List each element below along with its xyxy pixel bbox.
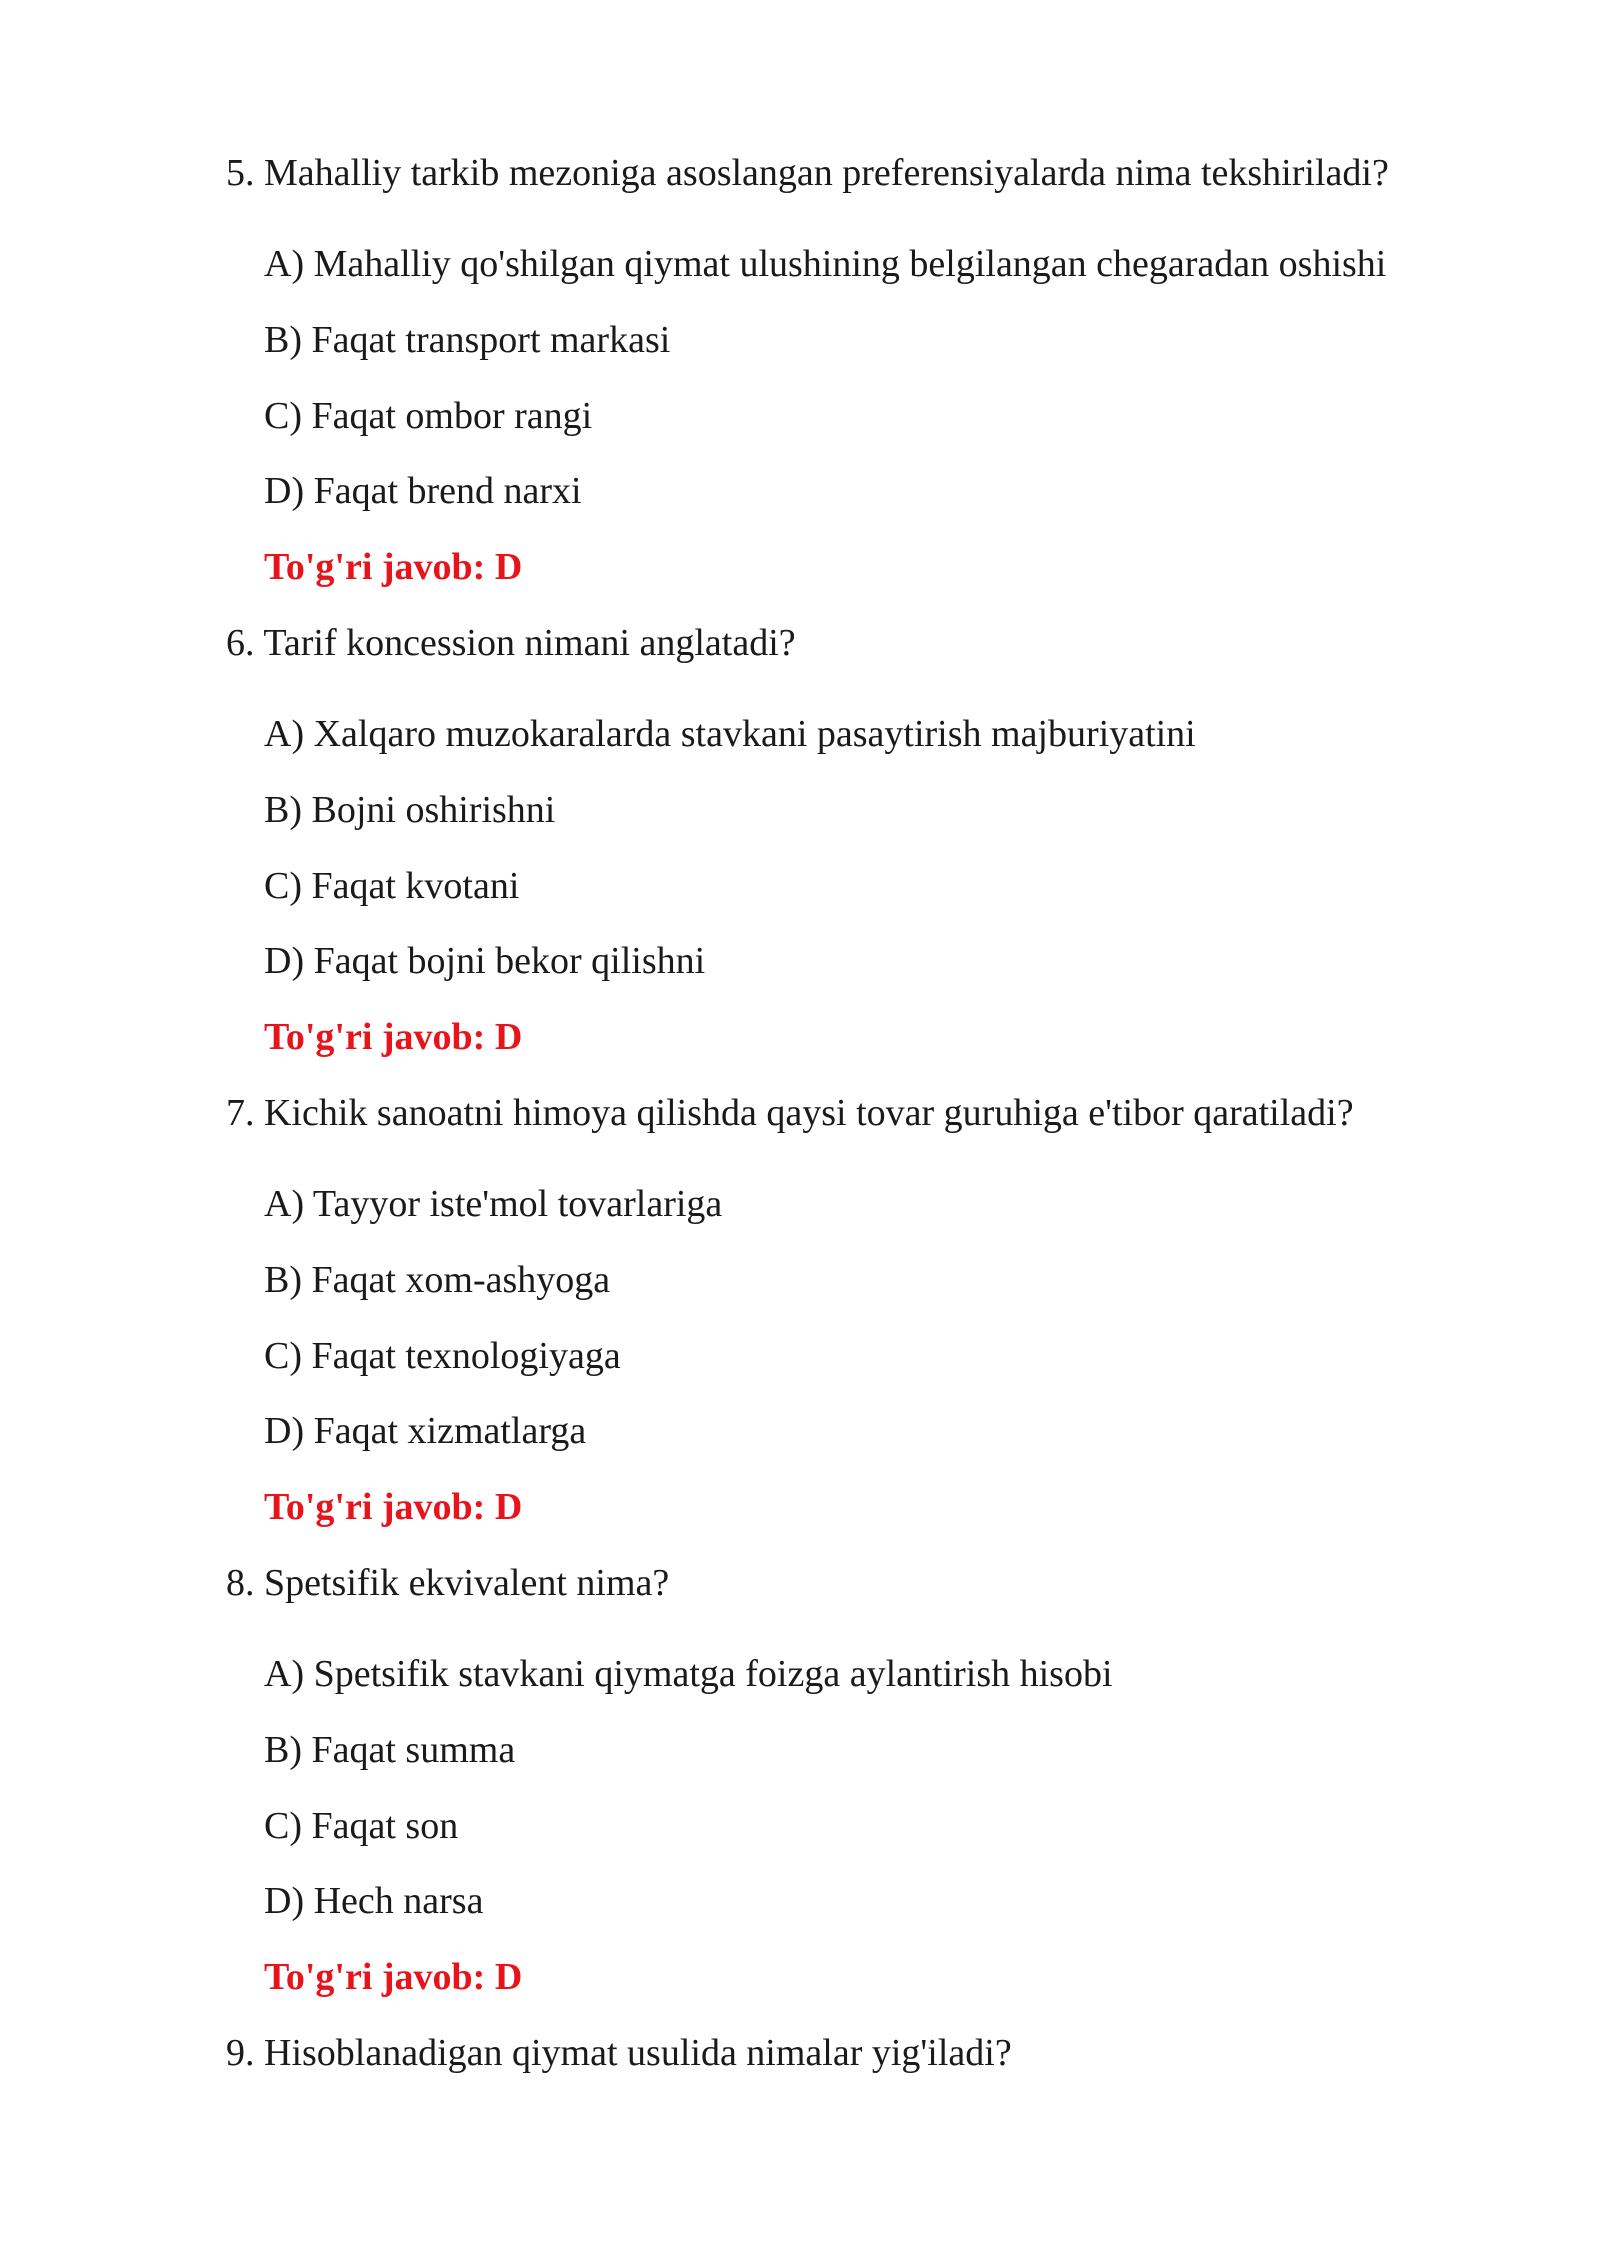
question-8-option-d: D) Hech narsa xyxy=(264,1880,484,1922)
question-8-option-a: A) Spetsifik stavkani qiymatga foizga aylantirish hisobi xyxy=(264,1653,1113,1695)
question-5-option-c: C) Faqat ombor rangi xyxy=(264,395,593,437)
question-6-option-a: A) Xalqaro muzokaralarda stavkani pasaytirish majburiyatini xyxy=(264,713,1196,755)
question-6-option-b: B) Bojni oshirishni xyxy=(264,789,556,831)
question-5-option-d: D) Faqat brend narxi xyxy=(264,470,582,512)
question-6-text: 6. Tarif koncession nimani anglatadi? xyxy=(226,622,796,664)
question-7-option-a: A) Tayyor iste'mol tovarlariga xyxy=(264,1183,723,1225)
question-7-option-d: D) Faqat xizmatlarga xyxy=(264,1410,587,1452)
question-5-option-b: B) Faqat transport markasi xyxy=(264,319,671,361)
question-6-option-c: C) Faqat kvotani xyxy=(264,865,520,907)
question-8-option-b: B) Faqat summa xyxy=(264,1729,516,1771)
question-6-answer: To'g'ri javob: D xyxy=(264,1016,523,1058)
question-5-answer: To'g'ri javob: D xyxy=(264,546,523,588)
question-8-option-c: C) Faqat son xyxy=(264,1805,459,1847)
question-7-option-c: C) Faqat texnologiyaga xyxy=(264,1335,621,1377)
question-6-option-d: D) Faqat bojni bekor qilishni xyxy=(264,940,706,982)
question-7-option-b: B) Faqat xom-ashyoga xyxy=(264,1259,611,1301)
question-5-text: 5. Mahalliy tarkib mezoniga asoslangan preferensiyalarda nima tekshiriladi? xyxy=(226,152,1389,194)
question-9-text: 9. Hisoblanadigan qiymat usulida nimalar yig'iladi? xyxy=(226,2032,1012,2074)
question-5-option-a: A) Mahalliy qo'shilgan qiymat ulushining belgilangan chegaradan oshishi xyxy=(264,243,1387,285)
question-8-answer: To'g'ri javob: D xyxy=(264,1956,523,1998)
question-7-answer: To'g'ri javob: D xyxy=(264,1486,523,1528)
question-7-text: 7. Kichik sanoatni himoya qilishda qaysi tovar guruhiga e'tibor qaratiladi? xyxy=(226,1092,1354,1134)
question-8-text: 8. Spetsifik ekvivalent nima? xyxy=(226,1562,670,1604)
